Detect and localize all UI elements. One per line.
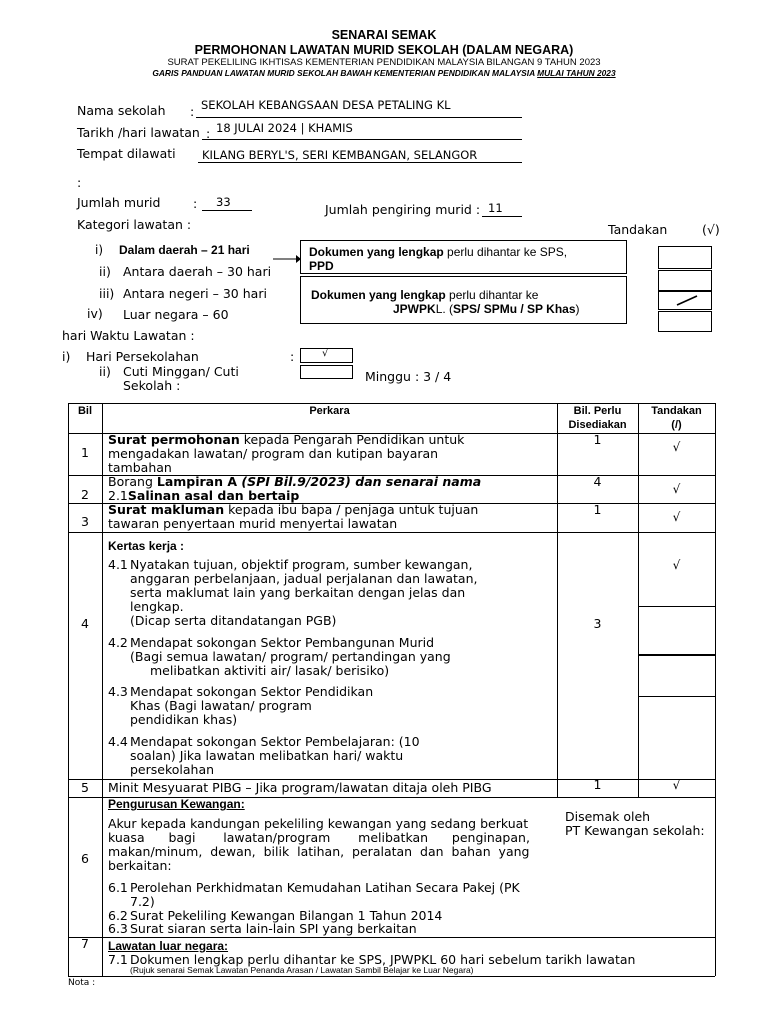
date-value[interactable]: 18 JULAI 2024 | KHAMIS <box>216 121 353 135</box>
footer-nota: Nota : <box>68 978 96 988</box>
row-6-item-6-1-num: 6.1 <box>108 880 128 895</box>
row-6-item-6-2-num: 6.2 <box>108 908 128 923</box>
category-4-checkbox[interactable] <box>658 311 712 332</box>
row-2-text: Borang Lampiran A (SPI Bil.9/2023) dan senarai nama 2.1Salinan asal dan bertaip <box>108 474 482 503</box>
row-4-item-4-3-text: Mendapat sokongan Sektor Pendidikan Khas (Bagi lawatan/ program pendidikan khas) <box>130 684 374 727</box>
category-3-num: iii) <box>99 286 115 301</box>
row-4-item-4-3: 4.3 <box>108 684 128 699</box>
row-1-text: Surat permohonan kepada Pengarah Pendidikan untuk mengadakan lawatan/ program dan kutipan bayaran tambahan <box>108 432 465 475</box>
row-2-count: 4 <box>593 474 602 489</box>
category-3-checkbox[interactable] <box>658 291 712 310</box>
time-section-label: hari Waktu Lawatan : <box>62 328 195 343</box>
header-bil: Bil <box>77 405 93 417</box>
category-4-label: Luar negara – 60 <box>123 307 229 322</box>
category-3-label: Antara negeri – 30 hari <box>123 286 267 301</box>
escorts-label: Jumlah pengiring murid : <box>325 202 481 217</box>
category-1-num: i) <box>95 243 104 257</box>
row-5-count: 1 <box>593 777 602 792</box>
category-2-num: ii) <box>99 264 111 279</box>
school-value[interactable]: SEKOLAH KEBANGSAAN DESA PETALING KL <box>201 98 451 112</box>
row-4-tick[interactable]: √ <box>672 558 681 572</box>
school-label: Nama sekolah <box>77 103 166 118</box>
row-4-item-4-1: 4.1 <box>108 557 128 572</box>
row-5-text: Minit Mesyuarat PIBG – Jika program/lawatan ditaja oleh PIBG <box>108 780 492 795</box>
doc-title: SENARAI SEMAK <box>331 28 437 42</box>
place-label: Tempat dilawati <box>77 146 176 161</box>
row-6-bil: 6 <box>81 851 89 866</box>
students-underline <box>202 210 252 211</box>
row-6-paragraph: Akur kepada kandungan pekeliling kewangan yang sedang berkuat kuasa bagi lawatan/program melibatkan penginapan, makan/minum, dewan, bilik latihan, peralatan dan bahan yang berkaitan: <box>108 816 530 873</box>
escorts-underline <box>482 216 522 217</box>
category-1-label: Dalam daerah – 21 hari <box>119 243 250 257</box>
students-value[interactable]: 33 <box>216 195 231 209</box>
place-colon: : <box>77 175 82 190</box>
header-tandakan: Tandakan (/) <box>651 405 702 431</box>
arrow-right-icon <box>272 253 302 265</box>
header-bil-perlu: Bil. Perlu Disediakan <box>568 405 627 431</box>
holiday-num: ii) <box>99 364 111 379</box>
row-6-item-6-1-text: Perolehan Perkhidmatan Kemudahan Latihan Secara Pakej (PK 7.2) <box>130 880 520 909</box>
row-4-item-4-4: 4.4 <box>108 734 128 749</box>
tick-symbol-hint: (√) <box>702 222 720 237</box>
header-perkara: Perkara <box>309 405 350 417</box>
circular-reference: SURAT PEKELILING IKHTISAS KEMENTERIAN PENDIDIKAN MALAYSIA BILANGAN 9 TAHUN 2023 <box>167 57 601 68</box>
category-1-checkbox[interactable] <box>658 246 712 269</box>
row-6-item-6-3-num: 6.3 <box>108 921 128 936</box>
row-6-title: Pengurusan Kewangan: <box>108 797 245 811</box>
row-4-bil: 4 <box>81 616 89 631</box>
students-colon: : <box>193 196 198 211</box>
info-box-jpwpkl: Dokumen yang lengkap perlu dihantar ke JPWPKL. (SPS/ SPMu / SP Khas) <box>300 276 627 324</box>
row-2-bil: 2 <box>81 487 89 502</box>
row-1-count: 1 <box>593 432 602 447</box>
tandakan-label: Tandakan <box>608 222 668 237</box>
school-day-colon: : <box>290 349 295 364</box>
info-box-sps-ppd: Dokumen yang lengkap perlu dihantar ke SPS, PPD <box>300 240 627 274</box>
row-4-item-4-2: 4.2 <box>108 635 128 650</box>
guideline-reference: GARIS PANDUAN LAWATAN MURID SEKOLAH BAWAH KEMENTERIAN PENDIDIKAN MALAYSIA MULAI TAHUN 2023 <box>152 68 616 78</box>
row-7-item-num: 7.1 <box>108 952 128 967</box>
school-colon: : <box>190 104 195 119</box>
doc-subtitle: PERMOHONAN LAWATAN MURID SEKOLAH (DALAM NEGARA) <box>194 43 574 57</box>
school-day-label: Hari Persekolahan <box>86 349 199 364</box>
row-7-bil: 7 <box>81 936 89 951</box>
row-4-item-4-1-text: Nyatakan tujuan, objektif program, sumber kewangan, anggaran perbelanjaan, jadual perjalanan dan lawatan, serta maklumat lain yang berkaitan dengan jelas dan lengkap. (Dicap serta ditandatangan PGB) <box>130 557 478 628</box>
row-4-count: 3 <box>593 616 602 631</box>
row-3-bil: 3 <box>81 514 89 529</box>
category-4-num: iv) <box>87 306 103 321</box>
escorts-value[interactable]: 11 <box>488 201 503 215</box>
row-7-title: Lawatan luar negara: <box>108 939 229 953</box>
date-label: Tarikh /hari lawatan <box>77 125 200 140</box>
row-6-item-6-3-text: Surat siaran serta lain-lain SPI yang berkaitan <box>130 921 417 936</box>
finance-review-label: Disemak oleh PT Kewangan sekolah: <box>565 809 705 838</box>
row-3-text: Surat makluman kepada ibu bapa / penjaga untuk tujuan tawaran penyertaan murid menyertai lawatan <box>108 502 479 531</box>
holiday-label: Cuti Minggan/ Cuti <box>123 364 239 379</box>
holiday-checkbox[interactable] <box>300 365 353 379</box>
row-3-count: 1 <box>593 502 602 517</box>
week-indicator: Minggu : 3 / 4 <box>365 369 452 384</box>
students-label: Jumlah murid <box>77 195 161 210</box>
date-colon: : <box>206 126 211 141</box>
row-2-tick[interactable]: √ <box>672 482 681 496</box>
category-2-checkbox[interactable] <box>658 270 712 291</box>
slash-mark-icon <box>676 294 698 306</box>
row-7-item-text: Dokumen lengkap perlu dihantar ke SPS, JPWPKL 60 hari sebelum tarikh lawatan <box>130 952 636 967</box>
row-5-tick[interactable]: √ <box>672 778 681 792</box>
place-underline <box>198 162 522 163</box>
school-underline <box>196 117 522 118</box>
row-1-bil: 1 <box>81 445 89 460</box>
row-1-tick[interactable]: √ <box>672 440 681 454</box>
row-4-item-4-2-text: Mendapat sokongan Sektor Pembangunan Murid (Bagi semua lawatan/ program/ pertandingan yang melibatkan aktiviti air/ lasak/ berisiko) <box>130 635 451 678</box>
row-4-title: Kertas kerja : <box>108 539 185 553</box>
holiday-label-2: Sekolah : <box>123 378 181 393</box>
row-7-note: (Rujuk senarai Semak Lawatan Penanda Arasan / Lawatan Sambil Belajar ke Luar Negara) <box>130 965 474 975</box>
category-label: Kategori lawatan : <box>77 217 192 232</box>
date-underline <box>202 139 522 140</box>
school-day-num: i) <box>62 349 71 364</box>
place-value[interactable]: KILANG BERYL'S, SERI KEMBANGAN, SELANGOR <box>202 148 478 162</box>
row-4-item-4-4-text: Mendapat sokongan Sektor Pembelajaran: (10 soalan) Jika lawatan melibatkan hari/ waktu persekolahan <box>130 734 420 777</box>
category-2-label: Antara daerah – 30 hari <box>123 264 272 279</box>
row-6-item-6-2-text: Surat Pekeliling Kewangan Bilangan 1 Tahun 2014 <box>130 908 443 923</box>
row-3-tick[interactable]: √ <box>672 510 681 524</box>
row-5-bil: 5 <box>81 780 89 795</box>
school-day-checkbox[interactable]: √ <box>300 348 353 363</box>
